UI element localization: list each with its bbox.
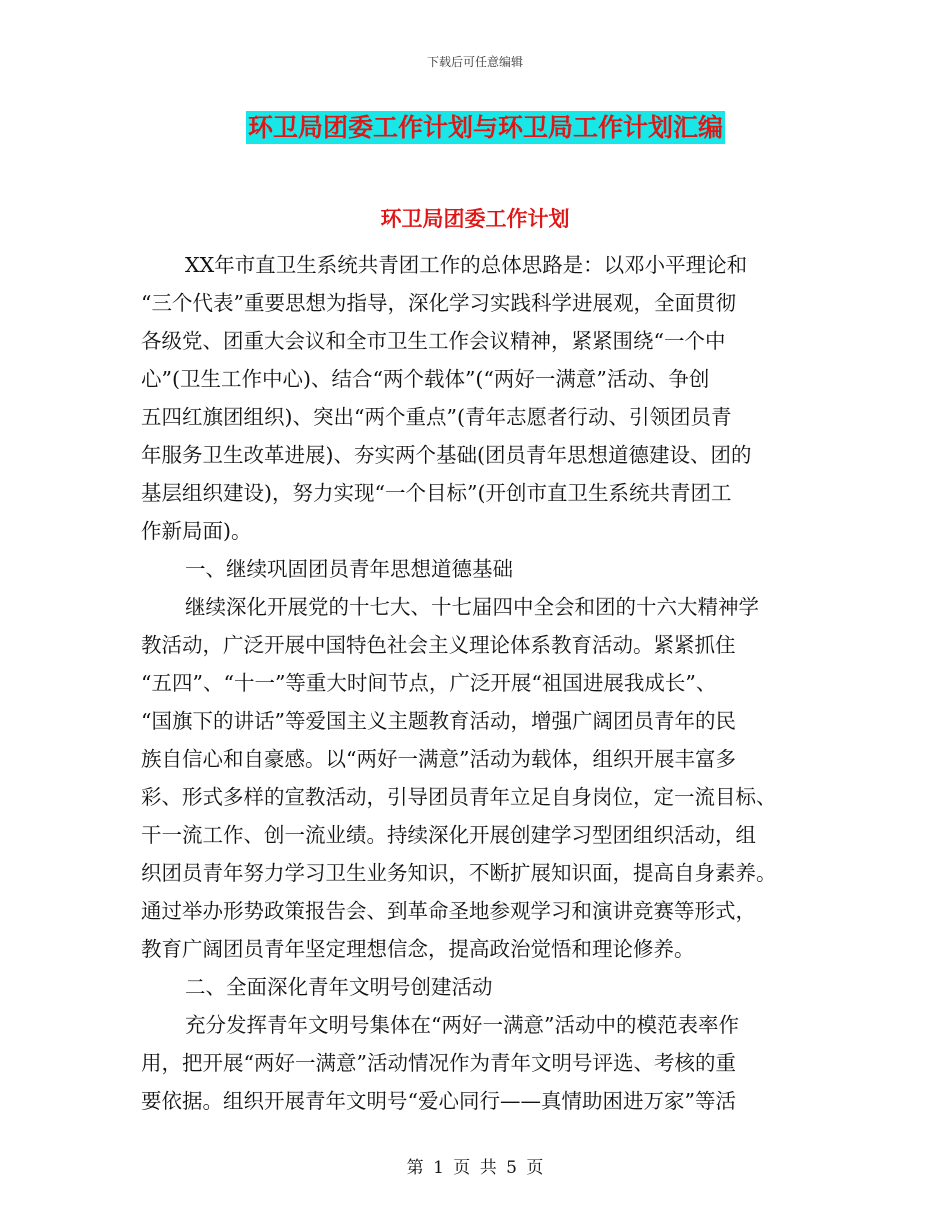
text-line: 教育广阔团员青年坚定理想信念，提高政治觉悟和理论修养。 [141,937,695,961]
text-line: 心”(卫生工作中心)、结合“两个载体”(“两好一满意”活动、争创 [141,367,710,391]
text-line: 作新局面)。 [141,519,252,543]
text-line: 用，把开展“两好一满意”活动情况作为青年文明号评选、考核的重 [141,1051,736,1075]
text-line: 各级党、团重大会议和全市卫生工作会议精神，紧紧围绕“一个中 [141,329,726,353]
text-line: XX年市直卫生系统共青团工作的总体思路是：以邓小平理论和 [185,253,748,277]
text-line: 通过举办形势政策报告会、到革命圣地参观学习和演讲竞赛等形式， [141,899,756,923]
document-main-title: 环卫局团委工作计划与环卫局工作计划汇编 [248,113,724,142]
text-line: 教活动，广泛开展中国特色社会主义理论体系教育活动。紧紧抓住 [141,633,736,657]
text-line: 一、继续巩固团员青年思想道德基础 [185,557,513,581]
page-footer: 第 1 页 共 5 页 [406,1158,544,1178]
text-line: 基层组织建设)，努力实现“一个目标”(开创市直卫生系统共青团工 [141,481,732,505]
section-title: 环卫局团委工作计划 [380,207,570,231]
text-line: 二、全面深化青年文明号创建活动 [185,975,493,999]
document-body [141,246,811,1120]
text-line: “五四”、“十一”等重大时间节点，广泛开展“祖国进展我成长”、 [141,671,717,695]
text-line: 要依据。组织开展青年文明号“爱心同行——真情助困进万家”等活 [141,1089,736,1113]
text-line: 年服务卫生改革进展)、夯实两个基础(团员青年思想道德建设、团的 [141,443,752,467]
text-line: “三个代表”重要思想为指导，深化学习实践科学进展观，全面贯彻 [141,291,736,315]
text-line: 干一流工作、创一流业绩。持续深化开展创建学习型团组织活动，组 [141,823,756,847]
text-line: 五四红旗团组织)、突出“两个重点”(青年志愿者行动、引领团员青 [141,405,732,429]
text-line: 彩、形式多样的宣教活动，引导团员青年立足自身岗位，定一流目标、 [141,785,777,809]
text-line: 充分发挥青年文明号集体在“两好一满意”活动中的模范表率作 [185,1013,739,1037]
header-note: 下载后可任意编辑 [426,55,523,69]
text-line: 继续深化开展党的十七大、十七届四中全会和团的十六大精神学 [185,595,759,619]
text-line: 织团员青年努力学习卫生业务知识，不断扩展知识面，提高自身素养。 [141,861,777,885]
text-line: “国旗下的讲话”等爱国主义主题教育活动，增强广阔团员青年的民 [141,709,736,733]
text-line: 族自信心和自豪感。以“两好一满意”活动为载体，组织开展丰富多 [141,747,736,771]
